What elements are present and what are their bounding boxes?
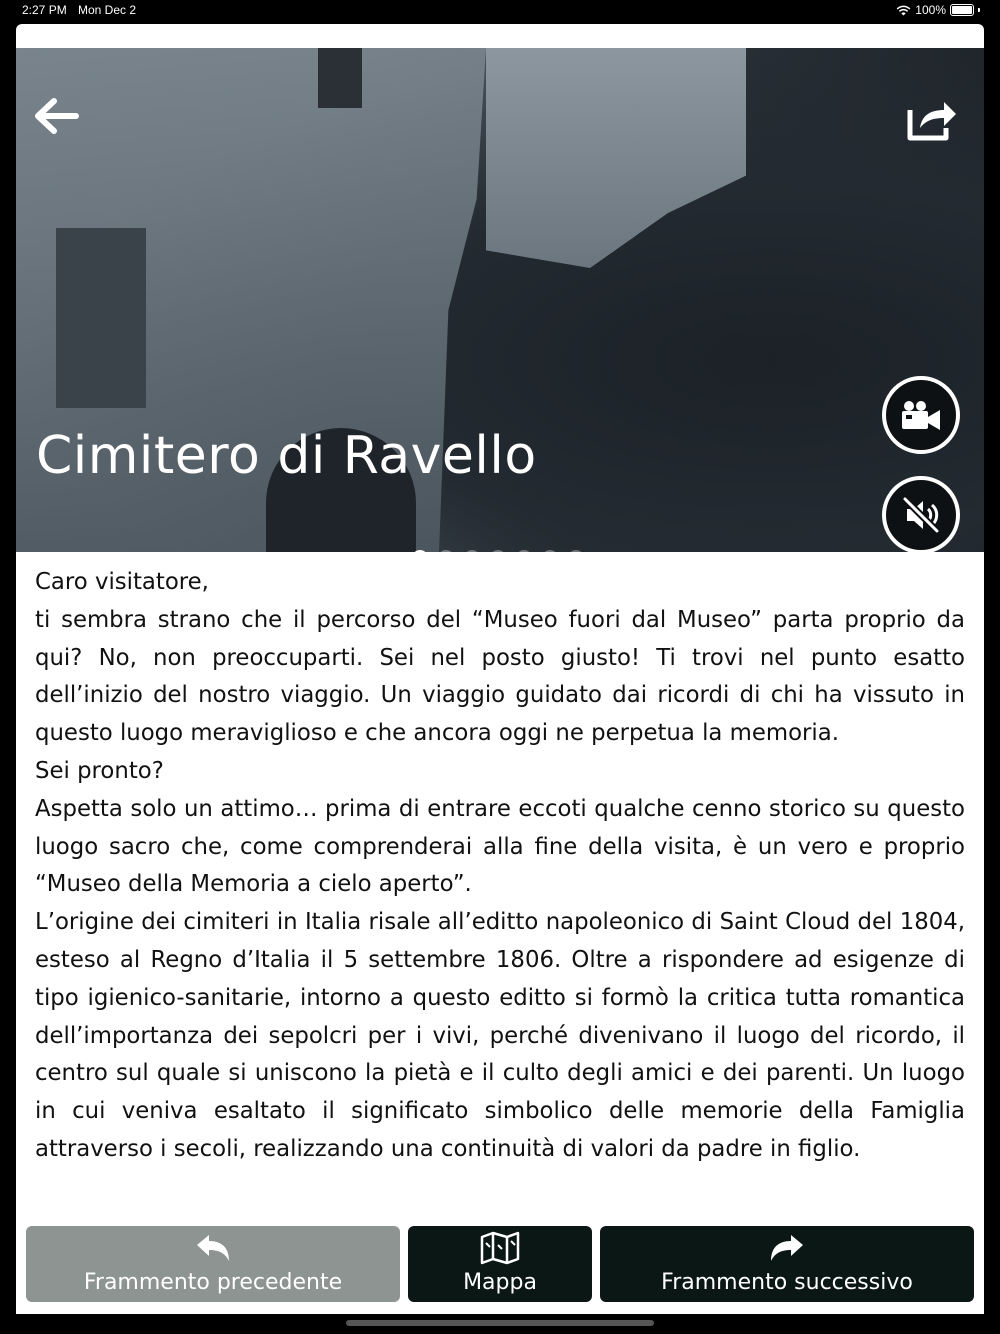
battery-icon [950,4,974,16]
gallery-dot[interactable] [438,550,454,552]
article-paragraph: L’origine dei cimiteri in Italia risale all’editto napoleonico di Saint Cloud del 1804, esteso al Regno d’Italia il 5 settembre 1806. Oltre a rispondere ad esigenze di tipo igienico-sanitarie, intorno a questo editto si formò la critica tutta romantica dell’importanza dei sepolcri per i vivi, perché divenivano il luogo del ricordo, il centro sul quale si uniscono la pietà e il culto degli amici e dei parenti. Un luogo in cui veniva esaltato il significato simbolico delle memorie della Famiglia attraverso i secoli, realizzando una continuità di valori da padre in figlio. [35,909,965,1162]
status-bar [0,0,1000,22]
hero-image[interactable] [16,48,984,552]
page-title: Cimitero di Ravello [36,426,537,486]
gallery-dot[interactable] [516,550,532,552]
map-button[interactable] [408,1226,592,1302]
mute-button[interactable] [882,476,960,552]
previous-fragment-button[interactable] [26,1226,400,1302]
gallery-dot[interactable] [542,550,558,552]
arrow-left-icon [34,96,80,136]
article-paragraph: Aspetta solo un attimo… prima di entrare eccoti qualche cenno storico su questo luogo sacro che, come comprenderai alla fine della visita, è un vero e proprio “Museo della Memoria a cielo aperto”. [35,795,965,898]
map-label: Mappa [463,1270,537,1295]
status-time: 2:27 PM [22,3,67,17]
gallery-dot[interactable] [490,550,506,552]
hero-photo-door [56,228,146,408]
hero-photo-sky [486,48,746,268]
reply-arrow-icon [195,1232,231,1264]
article-paragraph: Caro visitatore, [35,569,209,595]
forward-arrow-icon [769,1232,805,1264]
battery-percent: 100% [915,3,946,17]
detail-sheet [16,24,984,1314]
share-button[interactable] [906,96,960,142]
previous-fragment-label: Frammento precedente [83,1270,343,1295]
article-paragraph: Sei pronto? [35,757,164,784]
article-body[interactable] [35,564,965,1224]
bottom-navigation [16,1220,984,1314]
status-date: Mon Dec 2 [78,3,137,17]
back-button[interactable] [34,96,80,136]
gallery-dot[interactable] [412,550,428,552]
wifi-icon [896,5,911,16]
speaker-muted-icon [901,495,941,535]
video-button[interactable] [882,376,960,454]
map-icon [480,1232,520,1264]
next-fragment-label: Frammento successivo [661,1270,913,1295]
video-camera-icon [899,398,943,432]
hero-photo-window [318,48,362,108]
home-indicator[interactable] [346,1320,654,1326]
share-icon [906,96,960,142]
article-paragraph: ti sembra strano che il percorso del “Museo fuori dal Museo” parta proprio da qui? No, non preoccuparti. Sei nel posto giusto! Ti trovi nel punto esatto dell’inizio del nostro viaggio. Un viaggio guidato dai ricordi di chi ha vissuto in questo luogo meraviglioso e che ancora oggi ne perpetua la memoria. [35,606,965,747]
gallery-page-indicator[interactable] [412,550,584,552]
status-right [896,3,980,17]
next-fragment-button[interactable] [600,1226,974,1302]
gallery-dot[interactable] [464,550,480,552]
battery-tip [978,8,980,12]
gallery-dot[interactable] [568,550,584,552]
